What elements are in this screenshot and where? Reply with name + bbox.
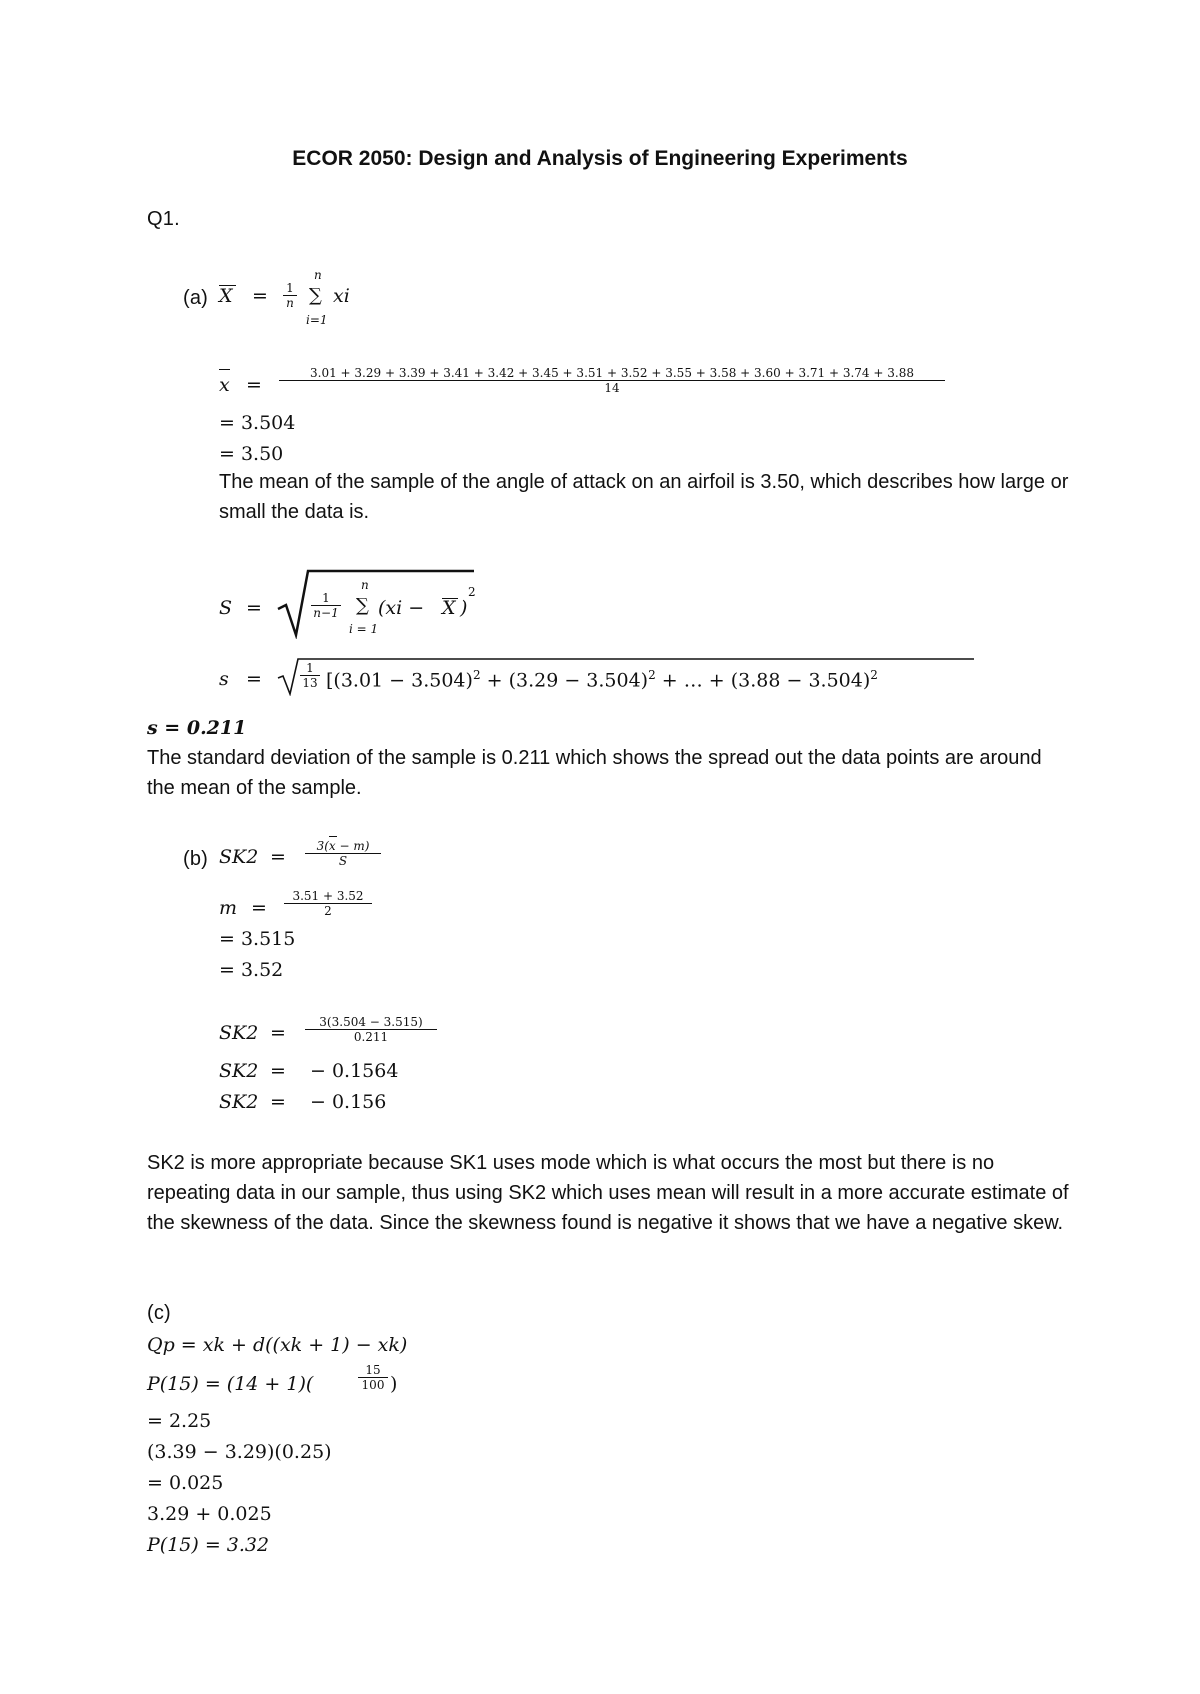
mean-symbol: X <box>219 285 233 307</box>
mean-denominator: 14 <box>604 381 620 395</box>
percentile-fraction <box>358 1363 388 1393</box>
part-c-label: (c) <box>147 1302 171 1324</box>
fraction-denominator: n <box>286 296 294 310</box>
equals-sign: = <box>252 285 268 307</box>
sum-lower-limit: i = 1 <box>349 622 379 636</box>
interpolation-result: = 0.025 <box>147 1472 224 1494</box>
sigma-icon: ∑ <box>309 285 322 306</box>
mean-result-rounded: = 3.50 <box>219 443 284 465</box>
fraction-numerator: 1 <box>306 661 314 675</box>
sd-power: 2 <box>468 585 476 599</box>
fraction-denominator: n−1 <box>313 606 339 620</box>
sd-result: s = 0.211 <box>147 717 247 739</box>
sk2-symbol: SK2 <box>219 1022 259 1044</box>
equals-sign: = <box>251 897 267 919</box>
sd-explanation: The standard deviation of the sample is 0.211 which shows the spread out the data points are around the mean of the sample. <box>147 747 1042 799</box>
skewness-explanation: SK2 is more appropriate because SK1 uses mode which is what occurs the most but there is no repeating data in our sample, thus using SK2 which uses mean will result in a more accurate estimate of the skewness of the data. Since the skewness found is negative it shows that we have a negative skew. <box>147 1152 1069 1234</box>
fraction-denominator: 13 <box>302 676 318 690</box>
sk2-formula-fraction <box>305 839 381 869</box>
sk2-symbol: SK2 <box>219 1060 259 1082</box>
median-symbol: m <box>219 897 238 919</box>
sk2-result-rounded: − 0.156 <box>310 1091 387 1113</box>
position-result: = 2.25 <box>147 1410 212 1432</box>
mean-result: = 3.504 <box>219 412 296 434</box>
fraction-1-over-13 <box>300 661 320 691</box>
equals-sign: = <box>270 1022 286 1044</box>
fraction-numerator: 15 <box>365 1363 381 1377</box>
sk2-symbol: SK2 <box>219 1091 259 1113</box>
equals-sign: = <box>270 846 286 868</box>
sd-term-xbar: X <box>442 597 456 619</box>
quantile-formula: Qp = xk + d((xk + 1) − xk) <box>147 1334 408 1356</box>
sk2-symbol: SK2 <box>219 846 259 868</box>
sum-lower-limit: i=1 <box>306 313 328 327</box>
part-a-label: (a) <box>183 287 209 309</box>
mean-calculation-fraction <box>279 366 945 396</box>
mean-explanation: The mean of the sample of the angle of attack on an airfoil is 3.50, which describes how large or small the data is. <box>219 471 1069 523</box>
fraction-numerator: 1 <box>322 591 330 605</box>
sk2-denominator: S <box>338 854 348 868</box>
percentile-sum: 3.29 + 0.025 <box>147 1503 272 1525</box>
xbar-symbol: x <box>219 374 230 396</box>
sd-term-close: ) <box>460 597 468 619</box>
equals-sign: = <box>246 597 262 619</box>
interpolation-calc: (3.39 − 3.29)(0.25) <box>147 1441 332 1463</box>
fraction-1-over-n-minus-1 <box>311 591 341 621</box>
sk2-calc-denominator: 0.211 <box>353 1030 389 1044</box>
mean-numerator: 3.01 + 3.29 + 3.39 + 3.41 + 3.42 + 3.45 + 3.51 + 3.52 + 3.55 + 3.58 + 3.60 + 3.71 + 3.74 + 3.88 <box>310 366 914 380</box>
equals-sign: = <box>270 1091 286 1113</box>
mean-overline <box>219 285 236 286</box>
sum-upper-limit: n <box>314 268 322 282</box>
sum-term: xi <box>333 285 350 307</box>
fraction-1-over-n <box>283 281 297 311</box>
median-denominator: 2 <box>324 904 332 918</box>
sd-calc-term-1: [$(3.01 - 3.504)^2 + (3.29 - 3.504)^2$ + … + $(3.88 - 3.504)^2$ <box>326 668 878 692</box>
equals-sign: = <box>270 1060 286 1082</box>
median-numerator: 3.51 + 3.52 <box>292 889 364 903</box>
equals-sign: = <box>246 374 262 396</box>
sigma-icon: ∑ <box>356 595 369 616</box>
page-title: ECOR 2050: Design and Analysis of Engineering Experiments <box>292 147 908 170</box>
fraction-numerator: 1 <box>286 281 294 295</box>
s-symbol: s <box>219 668 229 690</box>
sk2-calc-numerator: 3(3.504 − 3.515) <box>319 1015 423 1029</box>
fraction-denominator: 100 <box>361 1378 385 1392</box>
sd-term-open: (xi − <box>378 597 425 619</box>
xbar-overline <box>442 598 458 599</box>
closing-paren: ) <box>390 1373 398 1395</box>
sd-symbol: S <box>219 597 233 619</box>
xbar-overline <box>329 836 337 837</box>
median-fraction <box>284 889 372 919</box>
question-label: Q1. <box>147 208 180 230</box>
sk2-calc-fraction <box>305 1015 437 1045</box>
median-result: = 3.515 <box>219 928 296 950</box>
sk2-result: − 0.1564 <box>310 1060 399 1082</box>
equals-sign: = <box>246 668 262 690</box>
sum-upper-limit: n <box>361 578 369 592</box>
sk2-numerator: 3(x − m) <box>316 839 370 853</box>
xbar-overline <box>219 369 230 370</box>
percentile-calc: P(15) = (14 + 1)( <box>147 1373 314 1395</box>
percentile-result: P(15) = 3.32 <box>147 1534 270 1556</box>
median-result-rounded: = 3.52 <box>219 959 284 981</box>
part-b-label: (b) <box>183 848 209 870</box>
